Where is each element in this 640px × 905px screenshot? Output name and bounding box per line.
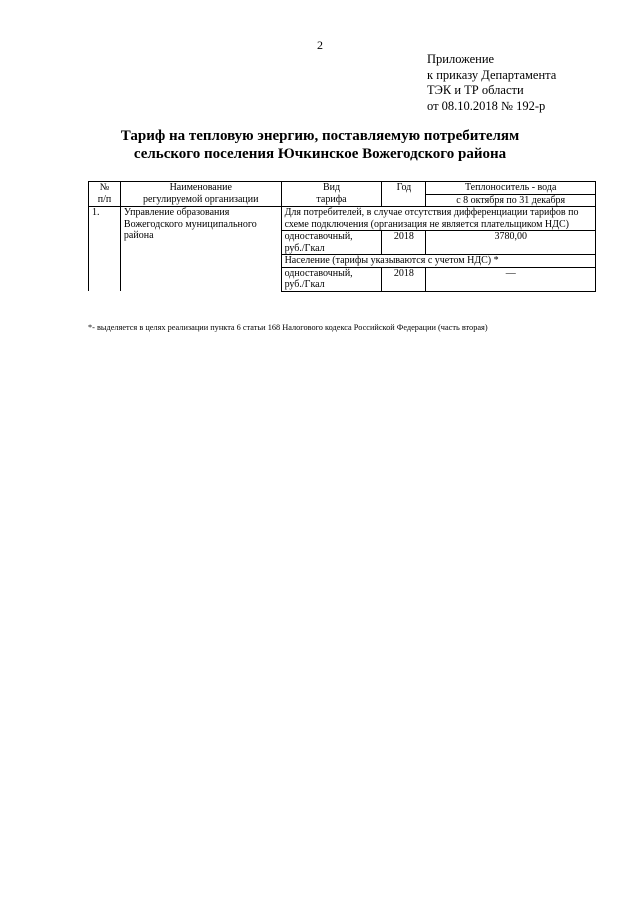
table-row — [89, 207, 596, 231]
header-heat-carrier: Теплоноситель - вода — [426, 182, 596, 195]
appendix-line: ТЭК и ТР области — [427, 83, 524, 97]
section-population: Население (тарифы указываются с учетом НДС) * — [281, 255, 595, 268]
header-organization: Наименование регулируемой организации — [120, 182, 281, 207]
document-title — [60, 127, 580, 163]
row-num-continuation — [89, 231, 121, 292]
appendix-block — [427, 52, 556, 114]
tariff-year-cell: 2018 — [382, 231, 426, 255]
title-line: Тариф на тепловую энергию, поставляемую потребителям — [120, 128, 520, 144]
tariff-value-cell: — — [426, 267, 596, 291]
appendix-line: к приказу Департамента — [427, 67, 557, 82]
tariff-value-cell: 3780,00 — [426, 231, 596, 255]
table-header-row — [89, 182, 596, 195]
row-num: 1. — [89, 207, 121, 231]
header-period: с 8 октября по 31 декабря — [426, 194, 596, 207]
tariff-type-cell: одноставочный, руб./Гкал — [281, 267, 382, 291]
tariff-table — [88, 181, 596, 292]
title-line: сельского поселения Ючкинское Вожегодского района — [133, 146, 507, 162]
page-number: 2 — [317, 38, 323, 52]
appendix-date-line: от 08.10.2018 № 192-р — [427, 98, 546, 113]
header-num: № п/п — [89, 182, 121, 207]
row-organization: Управление образования Вожегодского муниципального района — [120, 207, 281, 292]
section-consumers: Для потребителей, в случае отсутствия дифференциации тарифов по схеме подключения (организация не является плательщиком НДС) — [281, 207, 595, 231]
header-year: Год — [382, 182, 426, 207]
tariff-type-cell: одноставочный, руб./Гкал — [281, 231, 382, 255]
footnote: *- выделяется в целях реализации пункта 6 статьи 168 Налогового кодекса Российской Федерации (часть вторая) — [88, 323, 488, 332]
tariff-year-cell: 2018 — [382, 267, 426, 291]
header-tariff-type: Вид тарифа — [281, 182, 382, 207]
appendix-line: Приложение — [427, 52, 495, 66]
